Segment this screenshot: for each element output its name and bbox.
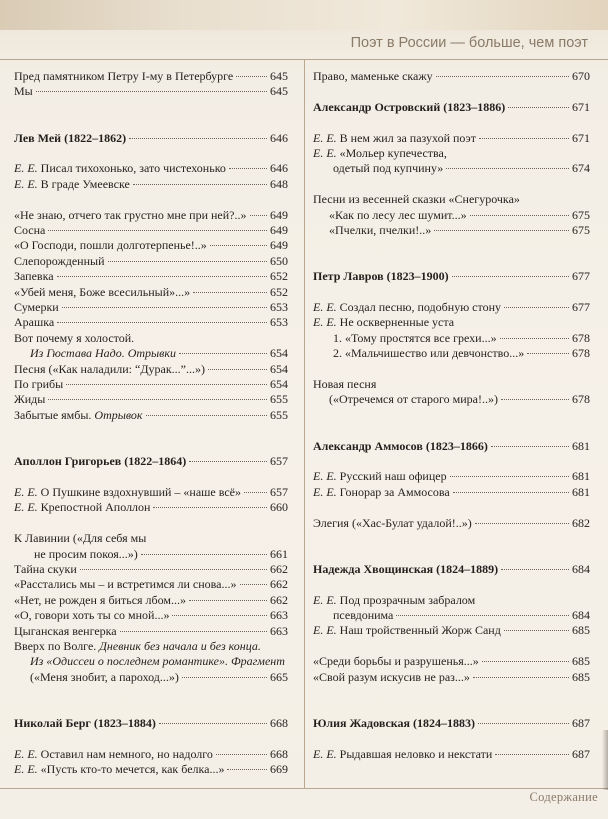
essay-entry[interactable]: одетый под купчину» 674: [333, 161, 590, 176]
essay-entry[interactable]: Е. Е. Крепостной Аполлон 660: [14, 500, 288, 515]
author-heading[interactable]: Петр Лавров (1823–1900) 677: [313, 269, 590, 284]
page-number: 663: [270, 623, 288, 638]
page-number: 650: [270, 253, 288, 268]
toc-entry-title-line[interactable]: Новая песня: [313, 377, 377, 392]
toc-entry[interactable]: Слепорожденный 650: [14, 253, 288, 268]
toc-entry[interactable]: Сумерки 653: [14, 300, 288, 315]
page-number: 675: [572, 207, 590, 222]
page-number: 687: [572, 715, 590, 730]
author-heading[interactable]: Александр Островский (1823–1886) 671: [313, 99, 590, 114]
toc-entry[interactable]: Цыганская венгерка 663: [14, 623, 288, 638]
page-number: 670: [572, 69, 590, 83]
essay-entry[interactable]: Е. Е. В нем жил за пазухой поэт 671: [313, 130, 590, 145]
toc-entry[interactable]: «Убей меня, Боже всесильный»...» 652: [14, 284, 288, 299]
page-number: 675: [572, 223, 590, 238]
page-number: 654: [270, 346, 288, 361]
essay-entry[interactable]: Е. Е. Создал песню, подобную стону 677: [313, 300, 590, 315]
toc-entry[interactable]: Из Гюстава Надо. Отрывки 654: [30, 346, 288, 361]
essay-entry[interactable]: Е. Е. Рыдавшая неловко и некстати 687: [313, 746, 590, 761]
toc-entry[interactable]: По грибы 654: [14, 377, 288, 392]
author-heading[interactable]: Надежда Хвощинская (1824–1889) 684: [313, 561, 590, 576]
page-number: 653: [270, 315, 288, 330]
page-number: 657: [270, 484, 288, 499]
page-number: 674: [572, 161, 590, 176]
toc-entry[interactable]: «О, говори хоть ты со мной...» 663: [14, 608, 288, 623]
toc-entry[interactable]: «Пчелки, пчелки!..» 675: [329, 223, 590, 238]
page-number: 684: [572, 561, 590, 576]
page-number: 645: [270, 69, 288, 83]
footer-label: Содержание: [529, 790, 598, 804]
toc-entry[interactable]: «Среди борьбы и разрушенья...» 685: [313, 654, 590, 669]
page-number: 662: [270, 561, 288, 576]
page-number: 646: [270, 161, 288, 176]
page-number: 685: [572, 669, 590, 684]
page-number: 663: [270, 608, 288, 623]
toc-entry[interactable]: Пред памятником Петру I-му в Петербурге 645: [14, 69, 288, 83]
page-number: 668: [270, 746, 288, 761]
toc-entry[interactable]: Право, маменьке скажу 670: [313, 69, 590, 83]
page-number: 662: [270, 592, 288, 607]
toc-entry[interactable]: Мы 645: [14, 84, 288, 99]
essay-entry[interactable]: Е. Е. Русский наш офицер 681: [313, 469, 590, 484]
page-number: 678: [572, 346, 590, 361]
footer-rule: [0, 788, 608, 789]
essay-entry[interactable]: Е. Е. В граде Умеевске 648: [14, 176, 288, 191]
page-number: 687: [572, 746, 590, 761]
toc-entry[interactable]: «Свой разум искусив не раз...» 685: [313, 669, 590, 684]
toc-entry[interactable]: Забытые ямбы. Отрывок 655: [14, 407, 288, 422]
author-heading[interactable]: Александр Аммосов (1823–1866) 681: [313, 438, 590, 453]
essay-entry[interactable]: Е. Е. Наш тройственный Жорж Санд 685: [313, 623, 590, 638]
page-number: 681: [572, 438, 590, 453]
page-number: 655: [270, 392, 288, 407]
toc-entry-title-line[interactable]: Из «Одиссеи о последнем романтике». Фрагмент: [30, 654, 285, 669]
essay-entry[interactable]: Е. Е. Оставил нам немного, но надолго 668: [14, 746, 288, 761]
page-number: 682: [572, 515, 590, 530]
page-number: 678: [572, 392, 590, 407]
page-number: 648: [270, 176, 288, 191]
essay-entry[interactable]: Е. Е. «Пусть кто-то мечется, как белка...» 669: [14, 762, 288, 777]
toc-entry[interactable]: Арашка 653: [14, 315, 288, 330]
toc-column-left: [14, 69, 288, 778]
column-divider: [304, 60, 305, 788]
toc-entry[interactable]: Тайна скуки 662: [14, 561, 288, 576]
page-number: 654: [270, 377, 288, 392]
page-number: 681: [572, 469, 590, 484]
toc-entry-title-line[interactable]: Вот почему я холостой.: [14, 330, 135, 345]
toc-entry[interactable]: 1. «Тому простятся все грехи...» 678: [333, 330, 590, 345]
author-heading[interactable]: Аполлон Григорьев (1822–1864) 657: [14, 454, 288, 469]
page-number: 671: [572, 130, 590, 145]
top-band: [0, 0, 608, 30]
essay-entry-title-line[interactable]: Е. Е. Не оскверненные уста: [313, 315, 455, 330]
page-number: 685: [572, 654, 590, 669]
page-number: 669: [270, 762, 288, 777]
toc-entry[interactable]: Элегия («Хас-Булат удалой!..») 682: [313, 515, 590, 530]
page-number: 677: [572, 300, 590, 315]
page-number: 668: [270, 715, 288, 730]
page-edge-shadow: [602, 730, 608, 790]
page-number: 649: [270, 223, 288, 238]
toc-entry[interactable]: Сосна 649: [14, 223, 288, 238]
toc-entry[interactable]: Жиды 655: [14, 392, 288, 407]
page-number: 662: [270, 577, 288, 592]
toc-entry[interactable]: 2. «Мальчишество или девчонство...» 678: [333, 346, 590, 361]
page-number: 678: [572, 330, 590, 345]
toc-entry[interactable]: Песня («Как наладили: “Дурак...”...») 654: [14, 361, 288, 376]
toc-entry[interactable]: «Расстались мы – и встретимся ли снова...» 662: [14, 577, 288, 592]
essay-entry[interactable]: Е. Е. О Пушкине вздохнувший – «наше всё» 657: [14, 484, 288, 499]
author-heading[interactable]: Николай Берг (1823–1884) 668: [14, 715, 288, 730]
page-number: 653: [270, 300, 288, 315]
toc-entry[interactable]: «Нет, не рожден я биться лбом...» 662: [14, 592, 288, 607]
page-number: 660: [270, 500, 288, 515]
page-number: 646: [270, 130, 288, 145]
page-number: 649: [270, 238, 288, 253]
page-number: 654: [270, 361, 288, 376]
author-heading[interactable]: Юлия Жадовская (1824–1883) 687: [313, 715, 590, 730]
page-number: 677: [572, 269, 590, 284]
toc-entry-title-line[interactable]: К Лавинии («Для себя мы: [14, 531, 147, 546]
toc-entry[interactable]: «О Господи, пошли долготерпенье!..» 649: [14, 238, 288, 253]
toc-entry[interactable]: «Как по лесу лес шумит...» 675: [329, 207, 590, 222]
page-number: 657: [270, 454, 288, 469]
toc-entry[interactable]: («Отречемся от старого мира!..») 678: [329, 392, 590, 407]
essay-entry-title-line[interactable]: Е. Е. Под прозрачным забралом: [313, 592, 476, 607]
toc-column-right: [313, 69, 590, 762]
toc-entry[interactable]: Запевка 652: [14, 269, 288, 284]
toc-entry[interactable]: «Не знаю, отчего так грустно мне при ней?..» 649: [14, 207, 288, 222]
author-heading[interactable]: Лев Мей (1822–1862) 646: [14, 130, 288, 145]
page-number: 681: [572, 484, 590, 499]
page-number: 685: [572, 623, 590, 638]
page-number: 652: [270, 284, 288, 299]
page-number: 655: [270, 407, 288, 422]
page-number: 649: [270, 207, 288, 222]
page-number: 671: [572, 99, 590, 114]
toc-entry-title-line[interactable]: Песни из весенней сказки «Снегурочка»: [313, 192, 520, 207]
toc-entry[interactable]: не просим покоя...») 661: [34, 546, 288, 561]
essay-entry[interactable]: Е. Е. Писал тихохонько, зато чистехонько 646: [14, 161, 288, 176]
essay-entry[interactable]: псевдонима 684: [333, 608, 590, 623]
page-number: 645: [270, 84, 288, 99]
toc-entry[interactable]: («Меня знобит, а пароход...») 665: [30, 669, 288, 684]
essay-entry-title-line[interactable]: Е. Е. «Мольер купечества,: [313, 146, 447, 160]
page-number: 661: [270, 546, 288, 561]
page-number: 665: [270, 669, 288, 684]
header-title: Поэт в России — больше, чем поэт: [350, 35, 588, 51]
essay-entry[interactable]: Е. Е. Гонорар за Аммосова 681: [313, 484, 590, 499]
toc-entry-title-line[interactable]: Вверх по Волге. Дневник без начала и без конца.: [14, 638, 261, 653]
page-number: 684: [572, 608, 590, 623]
page-number: 652: [270, 269, 288, 284]
